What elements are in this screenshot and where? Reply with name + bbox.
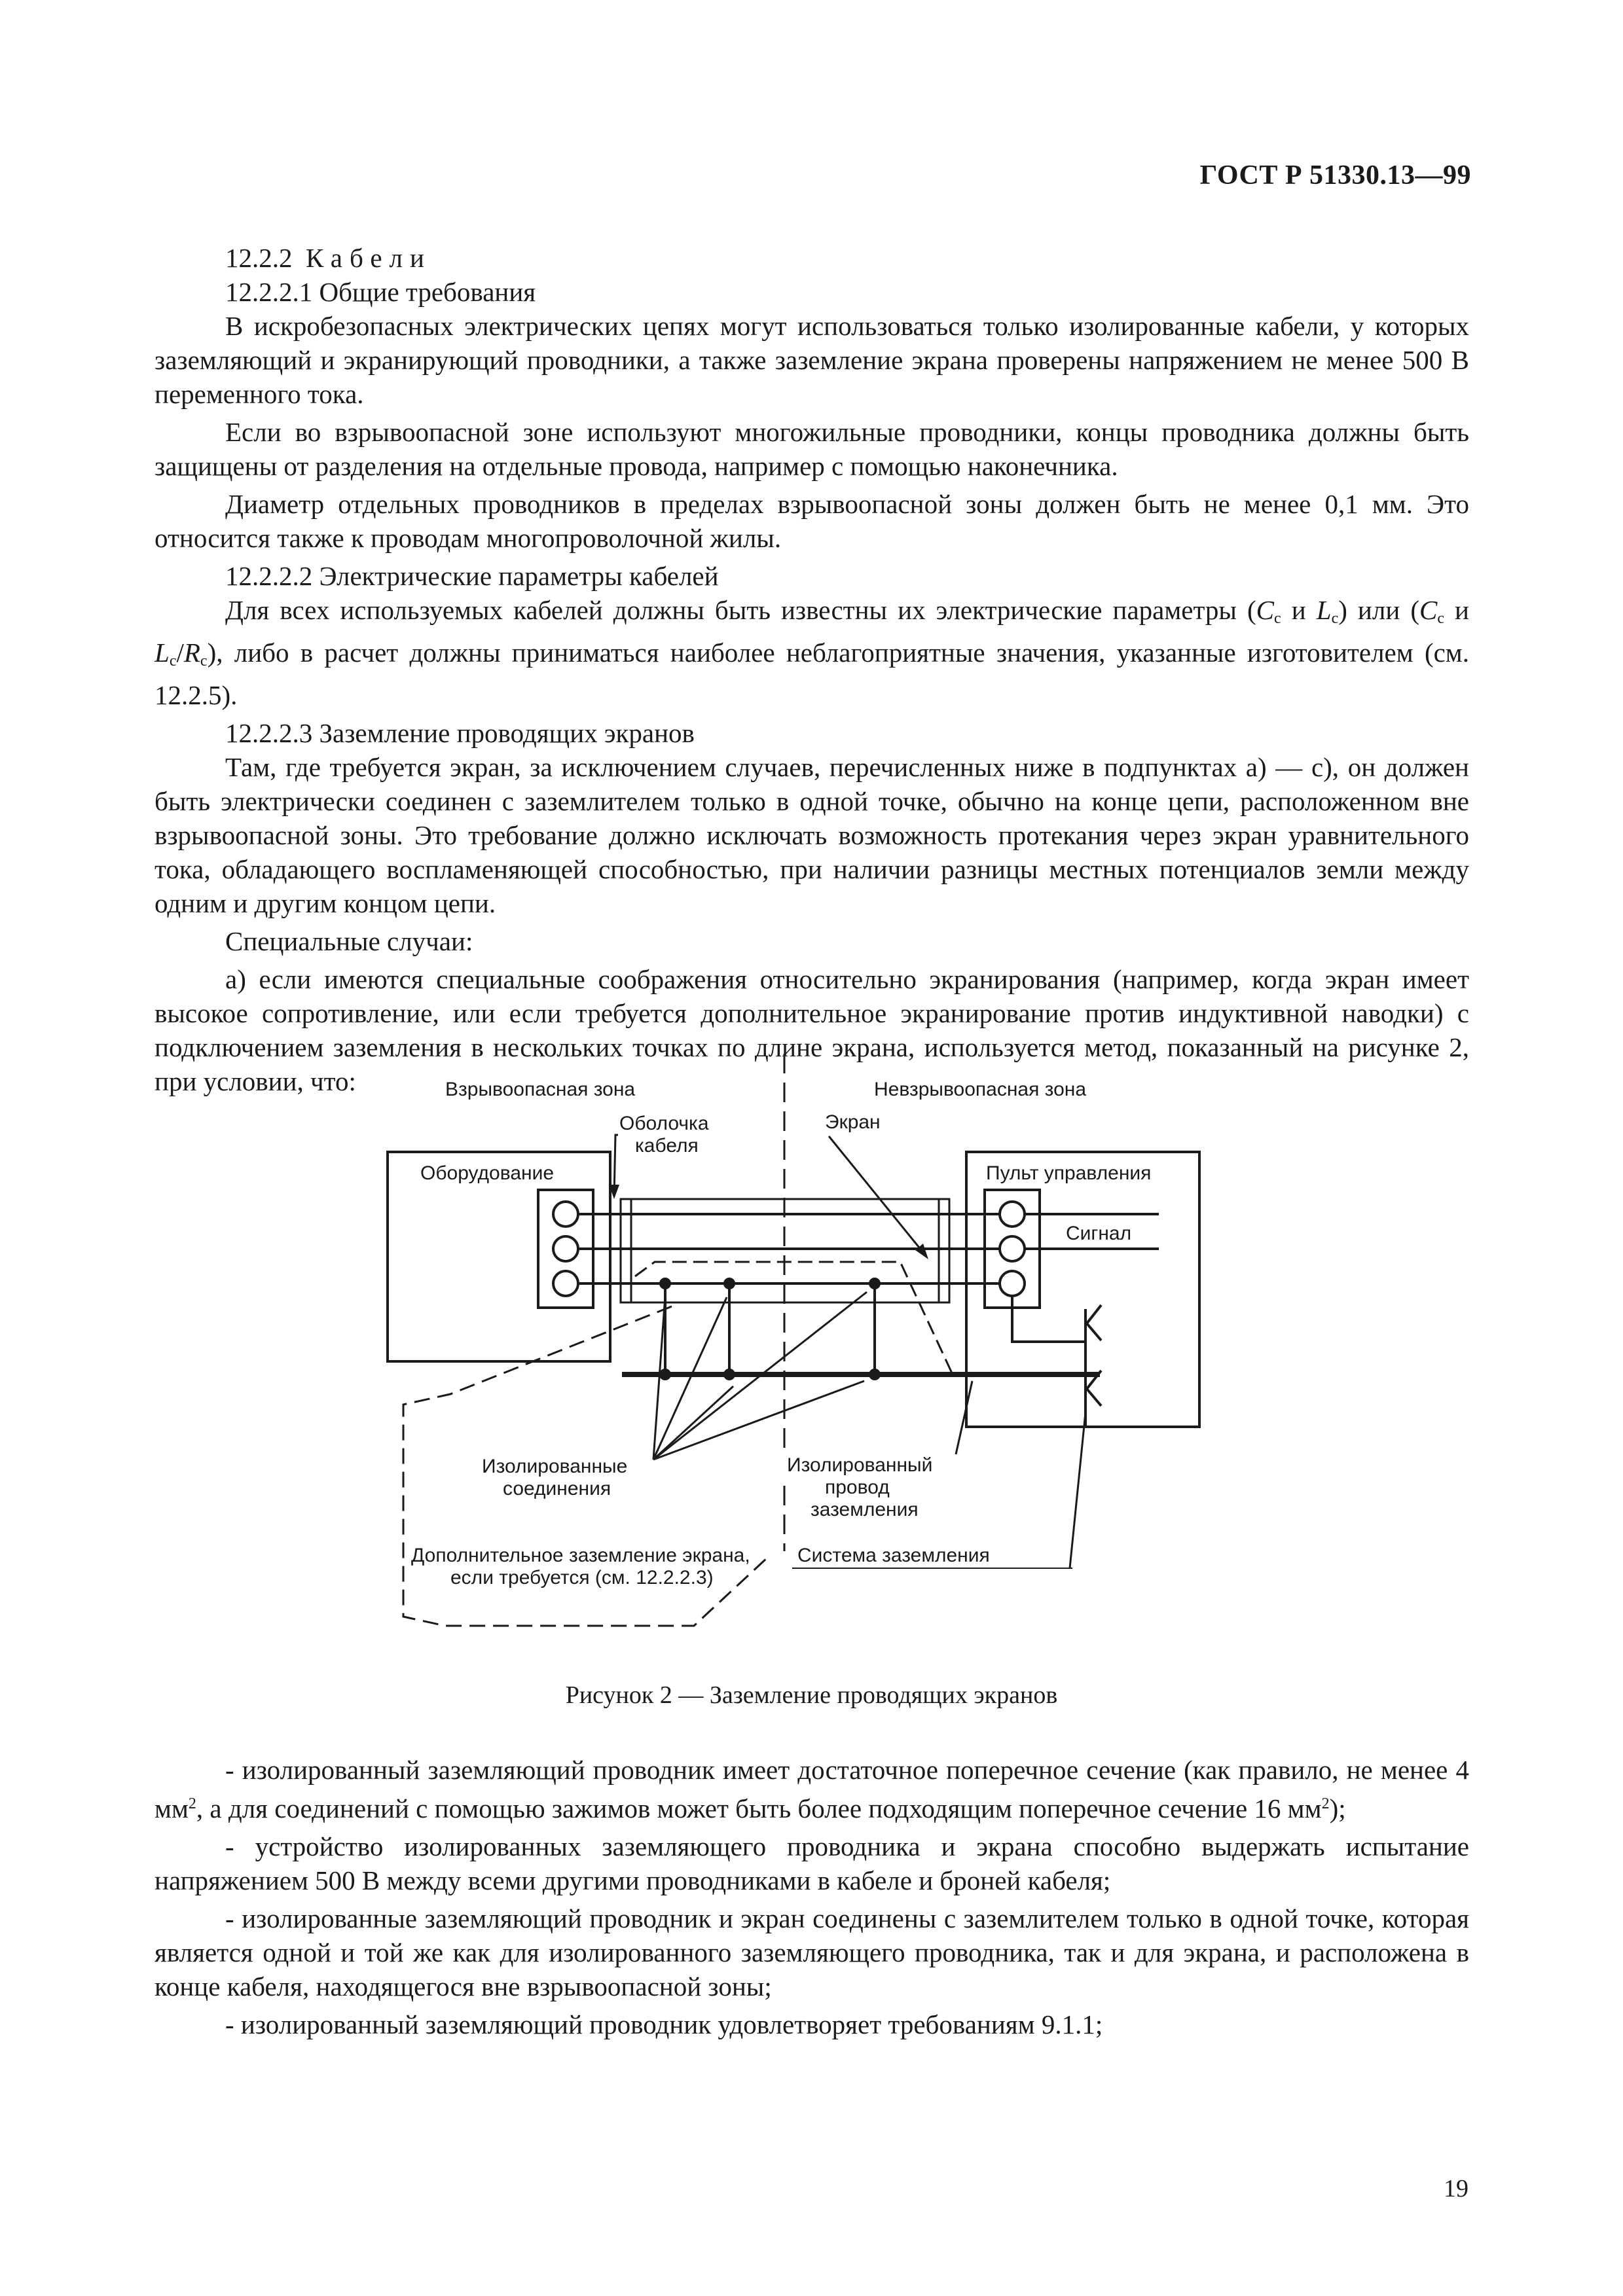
earth-symbol bbox=[1087, 1305, 1101, 1340]
signal-label: Сигнал bbox=[1066, 1223, 1132, 1244]
equipment-label: Оборудование bbox=[420, 1162, 555, 1184]
connection-dot bbox=[869, 1369, 881, 1380]
section-number: 12.2.2 bbox=[225, 243, 293, 273]
section-12-2-2-heading bbox=[155, 241, 1469, 275]
screen-label: Экран bbox=[825, 1111, 881, 1133]
section-12-2-2-1-heading: 12.2.2.1 Общие требования bbox=[225, 277, 536, 307]
paragraph: В искробезопасных электрических цепях могут использоваться только изолированные кабели, у которых заземляющий и экранирующий проводники, а также заземление экрана проверены напряжением не менее 500 В переменного тока. bbox=[155, 311, 1469, 409]
terminal-icon bbox=[553, 1271, 578, 1296]
paragraph: Специальные случаи: bbox=[225, 926, 473, 956]
extra-earth-label: если требуется (см. 12.2.2.3) bbox=[450, 1567, 714, 1588]
section-12-2-2-2-heading: 12.2.2.2 Электрические параметры кабелей bbox=[225, 561, 719, 591]
insulated-wire-label: заземления bbox=[811, 1499, 919, 1520]
control-panel-label: Пульт управления bbox=[986, 1162, 1152, 1184]
page-number: 19 bbox=[1444, 2175, 1468, 2202]
figure-caption: Рисунок 2 — Заземление проводящих экранов bbox=[565, 1681, 1058, 1709]
connection-dot bbox=[869, 1278, 881, 1289]
paragraph: а) если имеются специальные соображения относительно экранирования (например, когда экран имеет высокое сопротивление, или если требуется дополнительное экранирование против индуктивной наводки) с подключением заземления в нескольких точках по длине экрана, используется метод, показанный на рисунке 2, при условии, что: bbox=[155, 964, 1469, 1096]
earth-system-label: Система заземления bbox=[797, 1545, 990, 1566]
connection-dot bbox=[723, 1369, 735, 1380]
connection-dot bbox=[723, 1278, 735, 1289]
standard-designation: ГОСТ Р 51330.13—99 bbox=[1199, 160, 1471, 190]
sheath-label: кабеля bbox=[635, 1135, 699, 1157]
insulated-wire-label: провод bbox=[825, 1477, 890, 1498]
insulated-wire-label: Изолированный bbox=[787, 1454, 933, 1476]
paragraph-parameters: Для всех используемых кабелей должны быть известны их электрические параметры ($C_c$ и $L_c$) или ($C_c$ и $L_c/R_c$), либо в расчет должны приниматься наиболее неблагоприятные значения, указанные изготовителем (см. 12.2.5). bbox=[155, 595, 1469, 710]
section-title: Кабели bbox=[306, 243, 431, 273]
cable-screen bbox=[635, 1262, 1100, 1374]
section-12-2-2-3-heading: 12.2.2.3 Заземление проводящих экранов bbox=[225, 718, 695, 748]
list-item: - устройство изолированных заземляющего проводника и экрана способно выдержать испытание напряжением 500 В между всеми другими проводниками в кабеле и броней кабеля; bbox=[155, 1831, 1469, 1895]
insulated-connections-label: соединения bbox=[503, 1478, 611, 1499]
terminal-icon bbox=[553, 1202, 578, 1227]
conditions-list bbox=[155, 1753, 1469, 2045]
connection-dot bbox=[659, 1278, 671, 1289]
zone-hazardous-label: Взрывоопасная зона bbox=[445, 1079, 636, 1100]
terminal-icon bbox=[1000, 1202, 1025, 1227]
list-item: - изолированные заземляющий проводник и экран соединены с заземлителем только в одной точке, которая является одной и той же как для изолированного заземляющего проводника, так и для экрана, и расположена в конце кабеля, находящегося вне взрывоопасной зоны; bbox=[155, 1903, 1469, 2001]
paragraph: Диаметр отдельных проводников в пределах взрывоопасной зоны должен быть не менее 0,1 мм. Это относится также к проводам многопроволочной жилы. bbox=[155, 489, 1469, 553]
paragraph: Если во взрывоопасной зоне используют многожильные проводники, концы проводника должны быть защищены от разделения на отдельные провода, например с помощью наконечника. bbox=[155, 417, 1469, 481]
zone-safe-label: Невзрывоопасная зона bbox=[874, 1079, 1087, 1100]
extra-earth-label: Дополнительное заземление экрана, bbox=[411, 1545, 750, 1566]
connection-dot bbox=[659, 1369, 671, 1380]
terminal-icon bbox=[1000, 1271, 1025, 1296]
terminal-icon bbox=[1000, 1236, 1025, 1261]
grounding-diagram bbox=[367, 1054, 1218, 1682]
terminal-icon bbox=[553, 1236, 578, 1261]
main-text bbox=[155, 241, 1469, 1102]
insulated-connections-label: Изолированные bbox=[482, 1456, 628, 1477]
sheath-label: Оболочка bbox=[619, 1113, 709, 1134]
list-item: - изолированный заземляющий проводник удовлетворяет требованиям 9.1.1; bbox=[225, 2009, 1103, 2039]
list-item: - изолированный заземляющий проводник имеет достаточное поперечное сечение (как правило, не менее 4 $мм^2$, а для соединений с помощью зажимов может быть более подходящим поперечное сечение 16 $мм^2$); bbox=[155, 1755, 1469, 1823]
paragraph: Там, где требуется экран, за исключением случаев, перечисленных ниже в подпунктах а) — с), он должен быть электрически соединен с заземлителем только в одной точке, обычно на конце цепи, расположенном вне взрывоопасной зоны. Это требование должно исключать возможность протекания через экран уравнительного тока, обладающего воспламеняющей способностью, при наличии разницы местных потенциалов земли между одним и другим концом цепи. bbox=[155, 752, 1469, 918]
